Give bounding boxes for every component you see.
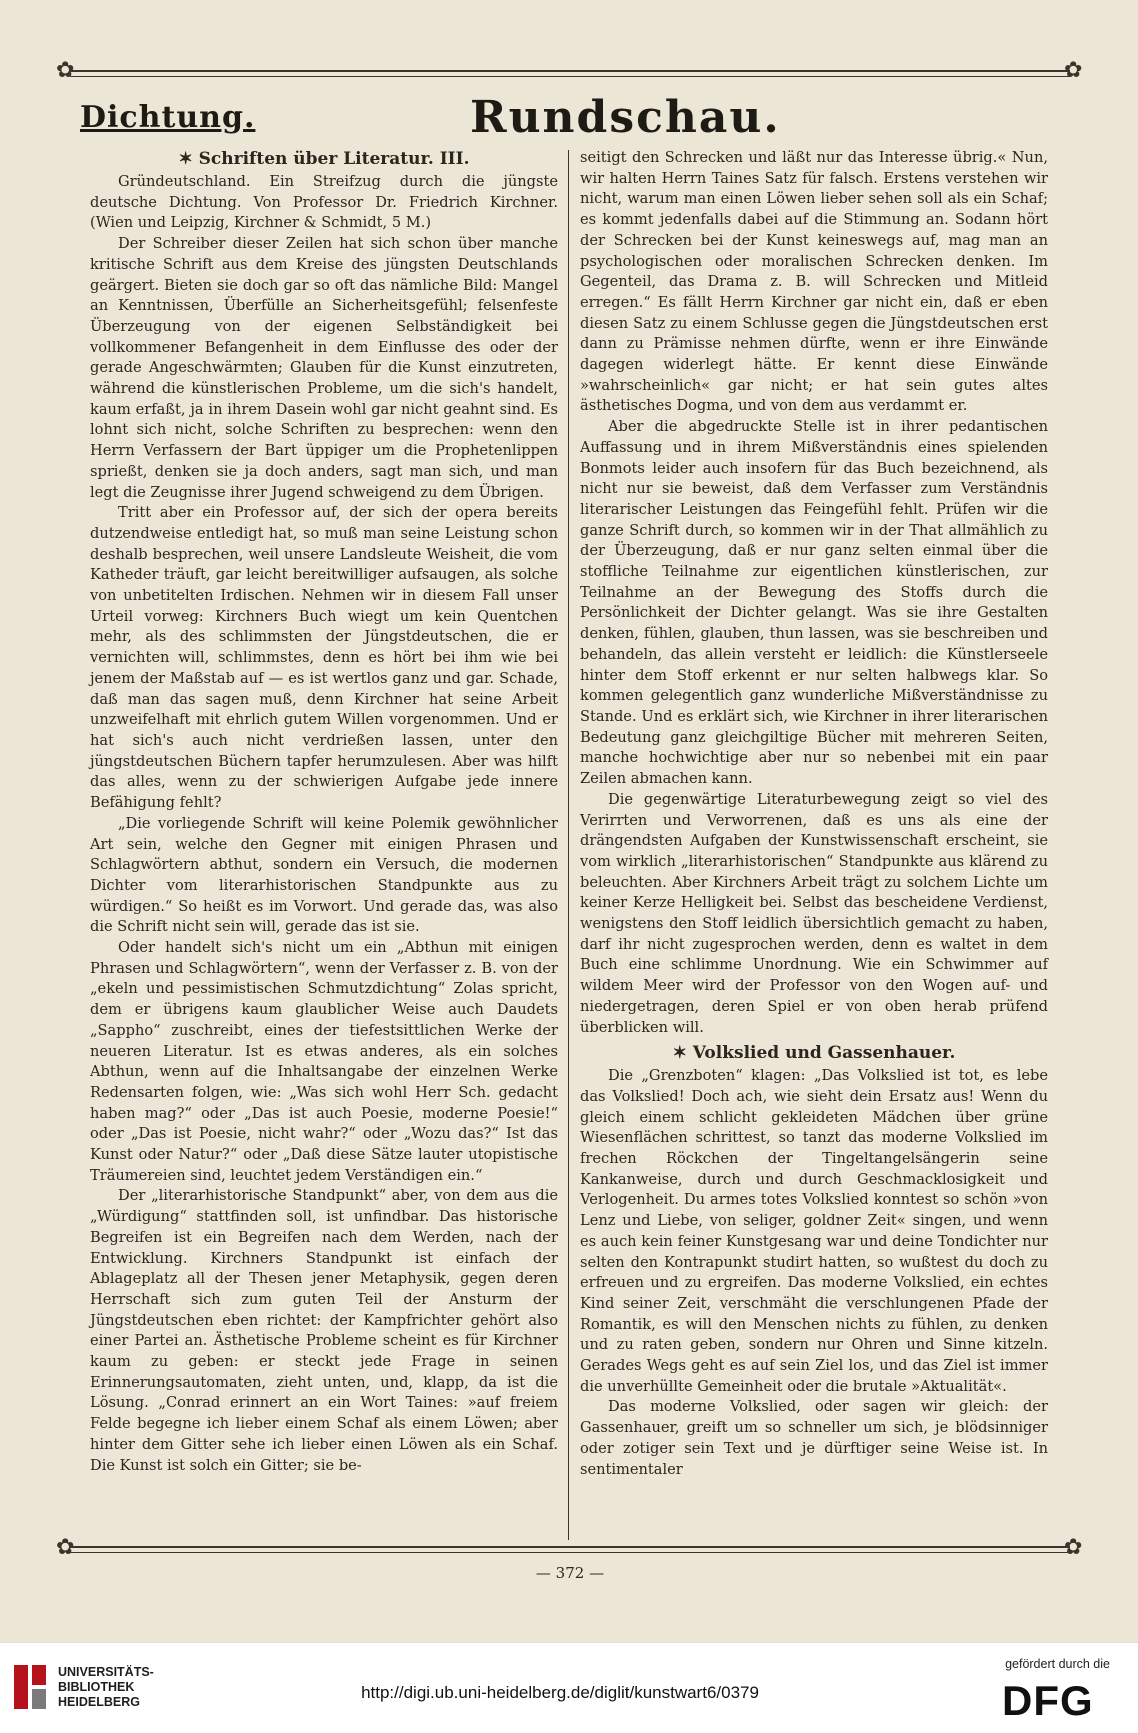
left-column [90,148,558,1476]
paragraph: Tritt aber ein Professor auf, der sich der opera bereits dutzendweise entledigt hat, so muß man seine Leistung schon deshalb besprechen, weil unsere Landsleute Weisheit, die vom Katheder träuft, gar leicht bereitwilliger aufsaugen, als solche von unbetitelten Irdischen. Nehmen wir in diesem Fall unser Urteil vorweg: Kirchners Buch wiegt um kein Quentchen mehr, als des schlimmsten der Jüngstdeutschen, die er vernichten will, schlimmstes, denn es hört bei ihm wie bei jenem der Maßstab auf — es ist wertlos ganz und gar. Schade, daß man das sagen muß, denn Kirchner hat seine Arbeit unzweifelhaft mit ehrlich gutem Willen vorgenommen. Und er hat sich's auch nicht verdrießen lassen, unter den jüngstdeutschen Büchern tapfer herumzulesen. Aber was hilft das alles, wenn zu der schwierigen Aufgabe jede innere Befähigung fehlt? [90,504,558,812]
bottom-rule [70,1546,1070,1548]
paragraph: seitigt den Schrecken und läßt nur das Interesse übrig.« Nun, wir halten Herrn Taines Satz für falsch. Erstens verstehen wir nicht, warum man einen Löwen lieber sehen soll als ein Schaf; es kommt jedenfalls dabei auf die Stimmung an. Sodann hört der Schrecken bei der Kunst keineswegs auf, mag man an psychologischen oder moralischen Schrecken denken. Im Gegenteil, das Drama z. B. will Schrecken und Mitleid erregen.“ Es fällt Herrn Kirchner gar nicht ein, daß er eben diesen Satz zu einem Schlusse gegen die Jüngstdeutschen erst dann zu Prämisse nehmen dürfte, wenn er ihre Einwände dagegen widerlegt hätte. Er kennt diese Einwände »wahrscheinlich« gar nicht; er hat sein gutes altes ästhetisches Dogma, und von dem aus verdammt er. [580,149,1048,415]
footer-bar [0,1642,1138,1733]
paragraph: Das moderne Volkslied, oder sagen wir gleich: der Gassenhauer, greift um so schneller um sich, je blödsinniger oder zotiger sein Text und je dürftiger seine Weise ist. In sentimentaler [580,1398,1048,1478]
paragraph: Oder handelt sich's nicht um ein „Abthun mit einigen Phrasen und Schlagwörtern“, wenn der Verfasser z. B. von der „ekeln und pessimistischen Schmutzdichtung“ Zolas spricht, dem er übrigens kaum glaublicher Weise auch Daudets „Sappho“ zuschreibt, eines der tiefestsittlichen Werke der neueren Literatur. Ist es etwas anderes, als ein solches Abthun, wenn auf die Inhaltsangabe der einzelnen Werke Redensarten folgen, wie: „Was sich wohl Herr Sch. gedacht haben mag?“ oder „Das ist auch Poesie, moderne Poesie!“ oder „Das ist Poesie, nicht wahr?“ oder „Wozu das?“ Ist das Kunst oder Natur?“ oder „Daß diese Sätze lauter utopistische Träumereien sind, leuchtet jedem Verständigen ein.“ [90,939,558,1184]
paragraph: Aber die abgedruckte Stelle ist in ihrer pedantischen Auffassung und in ihrem Mißverständnis eines spielenden Bonmots leider auch insofern für das Buch bezeichnend, als nicht nur sie beweist, daß dem Verfasser zum Verständnis literarischer Leistungen das Feingefühl fehlt. Prüfen wir die ganze Schrift durch, so kommen wir in der That allmählich zu der Überzeugung, daß er nur ganz selten einmal über die stoffliche Teilnahme zur eigentlichen künstlerischen, zur Teilnahme an der Bewegung des Stoffs durch die Persönlichkeit der Dichter gelangt. Was sie ihre Gestalten denken, fühlen, glauben, thun lassen, was sie beschreiben und behandeln, das allein versteht er leidlich: die Künstlerseele hinter dem Stoff erkennt er nur selten halbwegs klar. So kommen gelegentlich ganz wunderliche Mißverständnisse zu Stande. Und es erklärt sich, wie Kirchner in ihrer literarischen Bedeutung ganz gleichgiltige Bücher mit mehreren Seiten, manche hochwichtige aber nur so nebenbei mit ein paar Zeilen abmachen kann. [580,418,1048,788]
page-title: Rundschau. [470,92,781,143]
paragraph: Die „Grenzboten“ klagen: „Das Volkslied ist tot, es lebe das Volkslied! Doch ach, wie sieht dein Ersatz aus! Wenn du gleich einem schlicht gekleideten Mädchen über grüne Wiesenflächen schrittest, so tanzt das moderne Volkslied im frechen Röckchen der Tingeltangelsängerin seine Kankanweise, durch und durch Geschmacklosigkeit und Verlogenheit. Du armes totes Volkslied konntest so schön »von Lenz und Liebe, von seliger, goldner Zeit« singen, und wenn es auch kein feiner Kunstgesang war und deine Tondichter nur selten den Kontrapunkt studirt hatten, so wußtest du doch zu erfreuen und zu ergreifen. Das moderne Volkslied, ein echtes Kind seiner Zeit, verschmäht die verschlungenen Pfade der Romantik, es will den Menschen nichts zu fühlen, zu denken und zu raten geben, sondern nur Ohren und Sinne kitzeln. Gerades Wegs geht es auf sein Ziel los, und das Ziel ist immer die unverhüllte Gemeinheit oder die brutale »Aktualität«. [580,1067,1048,1395]
paragraph: Der Schreiber dieser Zeilen hat sich schon über manche kritische Schrift aus dem Kreise des jüngsten Deutschlands geärgert. Bieten sie doch gar so oft das nämliche Bild: Mangel an Kenntnissen, Überfülle an Sicherheitsgefühl; felsenfeste Überzeugung von der eigenen Selbständigkeit bei vollkommener Befangenheit in dem Einflusse des oder der gerade Angeschwärmten; Glauben für die Kunst einzutreten, während die künstlerischen Probleme, um die sich's handelt, kaum erfaßt, ja in ihrem Dasein wohl gar nicht geahnt sind. Es lohnt sich nicht, solche Schriften zu besprechen: wenn den Herrn Verfassern der Bart üppiger um die Prophetenlippen sprießt, denken sie ja doch anders, sagt man sich, und man legt die Zeugnisse ihrer Jugend schweigend zu dem Übrigen. [90,235,558,501]
right-column [580,148,1048,1480]
corner-ornament-icon: ✿ [1064,58,1083,83]
paragraph: Die gegenwärtige Literaturbewegung zeigt so viel des Verirrten und Verworrenen, daß es uns als eine der drängendsten Aufgaben der Kunstwissenschaft erscheint, sie vom wirklich „literarhistorischen“ Standpunkte aus klärend zu beleuchten. Aber Kirchners Arbeit trägt zu solchem Lichte um keiner Kerze Helligkeit bei. Selbst das bescheidene Verdienst, wenigstens den Stoff leidlich übersichtlich gemacht zu haben, darf ihr nicht zugesprochen werden, denn es waltet in dem Buch eine schlimme Unordnung. Wie ein Schwimmer auf wildem Meer wird der Professor von den Wogen auf- und niedergetragen, deren Spiel er von oben herab prüfend überblicken will. [580,790,1048,1036]
corner-ornament-icon: ✿ [56,1535,75,1560]
top-rule-inner [70,76,1070,77]
article-heading: ✶ Schriften über Literatur. III. [178,149,470,169]
corner-ornament-icon: ✿ [1064,1535,1083,1560]
permalink[interactable]: http://digi.ub.uni-heidelberg.de/diglit/kunstwart6/0379 [361,1683,759,1702]
funding-note: gefördert durch die [1005,1657,1110,1671]
paragraph: Der „literarhistorische Standpunkt“ aber, von dem aus die „Würdigung“ stattfinden soll, ist unfindbar. Das historische Begreifen ist ein Begreifen nach dem Werden, nach der Entwicklung. Kirchners Standpunkt ist einfach der Ablageplatz all der Thesen jener Metaphysik, gegen deren Herrschaft sich zum guten Teil der Ansturm der Jüngstdeutschen eben richtet: der Kampfrichter gehört also einer Partei an. Ästhetische Probleme scheint es für Kirchner kaum zu geben: er steckt jede Frage in seinen Erinnerungsautomaten, zieht unten, und, klapp, da ist die Lösung. „Conrad erinnert an ein Wort Taines: »auf freiem Felde begegne ich lieber einem Schaf als einem Löwen; aber hinter dem Gitter sehe ich lieber einen Löwen als ein Schaf. Die Kunst ist solch ein Gitter; sie be- [90,1187,558,1474]
column-divider [568,150,569,1540]
paragraph: „Die vorliegende Schrift will keine Polemik gewöhnlicher Art sein, welche den Gegner mit einigen Phrasen und Schlagwörtern abthut, sondern ein Versuch, die modernen Dichter vom literarhistorischen Standpunkte aus zu würdigen.“ So heißt es im Vorwort. Und gerade das, was also die Schrift nicht sein will, gerade das ist sie. [90,814,558,936]
article-heading: ✶ Volkslied und Gassenhauer. [672,1043,956,1064]
library-name: UNIVERSITÄTS- BIBLIOTHEK HEIDELBERG [58,1665,154,1709]
paragraph: Gründeutschland. Ein Streifzug durch die jüngste deutsche Dichtung. Von Professor Dr. Friedrich Kirchner. (Wien und Leipzig, Kirchner & Schmidt, 5 M.) [90,173,558,232]
university-logo-icon [10,1659,50,1715]
top-rule [70,70,1070,72]
section-title: Dichtung. [80,100,256,135]
corner-ornament-icon: ✿ [56,58,75,83]
dfg-logo: DFG [1002,1677,1094,1724]
page-number: — 372 — [535,1564,605,1582]
bottom-rule-inner [70,1552,1070,1553]
